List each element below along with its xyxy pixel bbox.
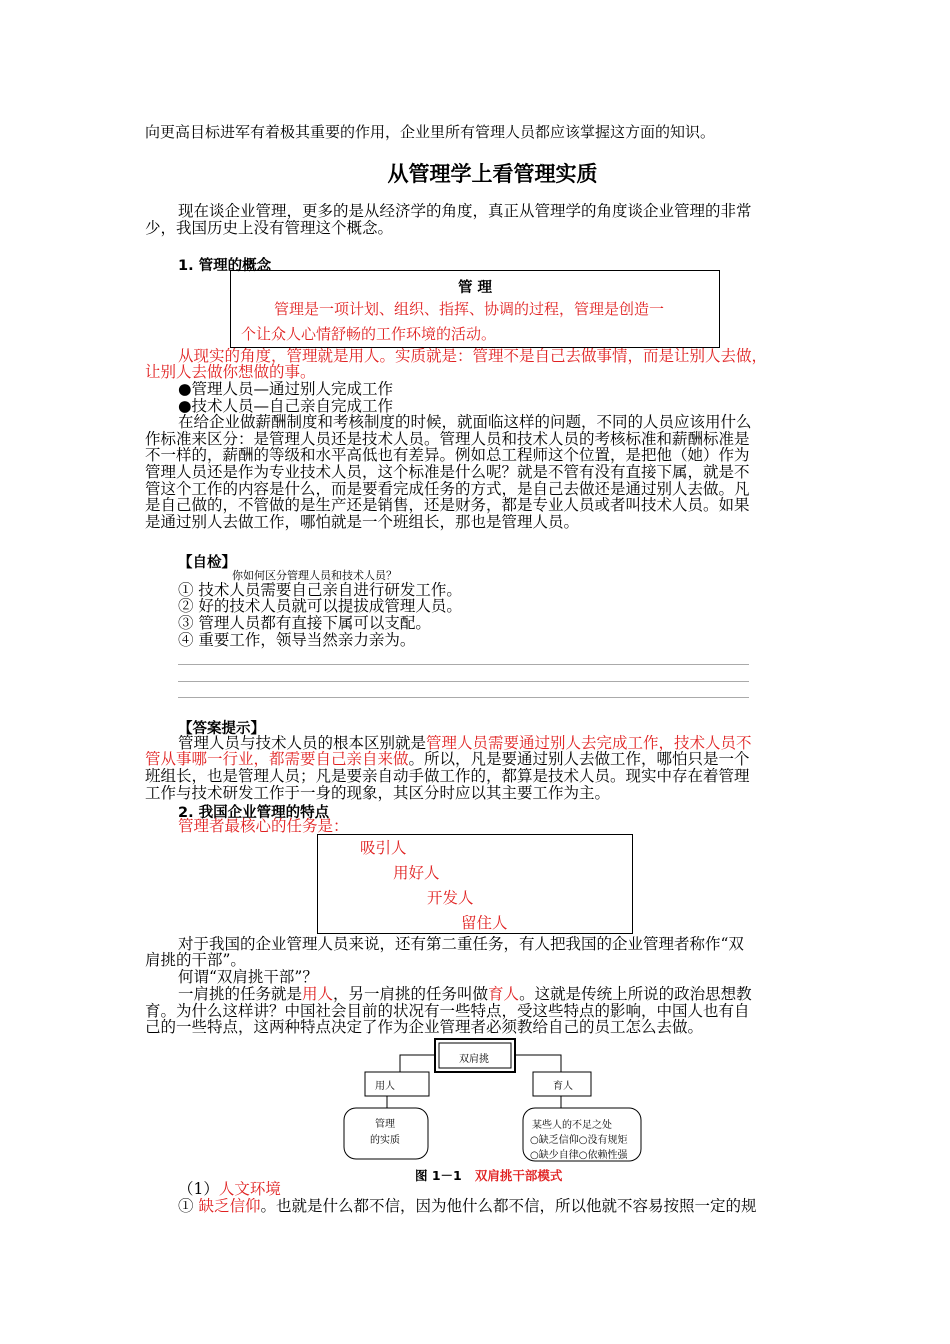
body-line-4: 管理人员还是作为专业技术人员，这个标准是什么呢？就是不管有没有直接下属，就是不	[145, 463, 750, 481]
diagram-top-label: 双肩挑	[459, 1054, 489, 1065]
core-task-line: 管理者最核心的任务是：	[178, 817, 349, 835]
dual-role-question: 何谓“双肩挑干部”？	[178, 968, 318, 986]
intro-line-1: 现在谈企业管理，更多的是从经济学的角度，真正从管理学的角度谈企业管理的非常	[178, 202, 752, 220]
env-line-plain: 。也就是什么都不信，因为他什么都不信，所以他就不容易按照一定的规	[260, 1197, 757, 1215]
answer-line-2[interactable]	[178, 681, 749, 682]
self-check-option-1: ① 技术人员需要自己亲自进行研发工作。	[178, 581, 462, 599]
diagram-connector-left	[400, 1055, 435, 1072]
intro-line-2: 少，我国历史上没有管理这个概念。	[145, 219, 394, 237]
self-check-option-4: ④ 重要工作，领导当然亲力亲为。	[178, 631, 416, 649]
diagram-left-bottom-2: 的实质	[370, 1135, 400, 1146]
explain-plain-c: ，另一肩挑的任务叫做	[333, 985, 489, 1003]
body-line-3: 不一样的，薪酬的等级和水平高低也有差异。例如总工程师这个位置，是把他（她）作为	[145, 446, 750, 464]
env-heading	[178, 1181, 281, 1198]
definition-box-title: 管 理	[457, 280, 493, 296]
answer-l2-red: 管从事哪一行业，都需要自己亲自来做	[145, 750, 409, 768]
body-line-5: 管这个工作的内容是什么，而是要看完成任务的方式，是自己去做还是通过别人去做。凡	[145, 480, 750, 498]
diagram-connector-right	[515, 1055, 561, 1072]
task-develop: 开发人	[427, 889, 474, 907]
reality-line-1: 从现实的角度，管理就是用人。实质就是：管理不是自己去做事情，而是让别人去做，	[178, 347, 768, 365]
env-line-num: ①	[178, 1197, 199, 1215]
task-use: 用好人	[393, 864, 440, 882]
diagram-left-label: 用人	[375, 1081, 395, 1092]
dual-role-explain-1	[178, 986, 752, 1003]
diagram-caption	[415, 1166, 562, 1184]
self-check-option-3: ③ 管理人员都有直接下属可以支配。	[178, 614, 431, 632]
self-check-option-2: ② 好的技术人员就可以提拔成管理人员。	[178, 597, 462, 615]
body-line-7: 是通过别人去做工作，哪怕就是一个班组长，那也是管理人员。	[145, 513, 580, 531]
env-title: 人文环境	[218, 1180, 281, 1198]
diagram-right-bottom-3: ○缺少自律○依赖性强	[530, 1150, 628, 1161]
top-line: 向更高目标进军有着极其重要的作用，企业里所有管理人员都应该掌握这方面的知识。	[145, 123, 716, 141]
self-check-question: 你如何区分管理人员和技术人员？	[232, 569, 397, 582]
answer-l1-red: 管理人员需要通过别人去完成工作，技术人员不	[426, 734, 752, 752]
dual-role-line-1: 对于我国的企业管理人员来说，还有第二重任务，有人把我国的企业管理者称作“双	[178, 935, 744, 953]
dual-role-explain-2: 育。为什么这样讲？中国社会目前的状况有一些特点，受这些特点的影响，中国人也有自	[145, 1002, 750, 1020]
page-title: 从管理学上看管理实质	[387, 162, 598, 186]
section1-heading: 1. 管理的概念	[178, 258, 272, 274]
definition-box	[230, 270, 720, 348]
diagram-right-label: 育人	[553, 1081, 573, 1092]
diagram-right-bottom-1: 某些人的不足之处	[532, 1120, 612, 1131]
definition-line-2: 个让众人心情舒畅的工作环境的活动。	[241, 325, 497, 343]
answer-line-3[interactable]	[178, 697, 749, 698]
explain-plain-a: 一肩挑的任务就是	[178, 985, 303, 1003]
reality-line-2: 让别人去做你想做的事。	[145, 363, 316, 381]
caption-number: 图 1－1	[415, 1168, 462, 1183]
diagram-right-bottom-2: ○缺乏信仰○没有规矩	[530, 1135, 628, 1146]
bullet-technician: ●技术人员—自己亲自完成工作	[178, 397, 394, 415]
answer-heading: 【答案提示】	[178, 721, 265, 737]
answer-line-3-text: 班组长，也是管理人员；凡是要亲自动手做工作的，都算是技术人员。现实中存在着管理	[145, 767, 750, 785]
task-retain: 留住人	[461, 914, 508, 932]
body-line-2: 作标准来区分：是管理人员还是技术人员。管理人员和技术人员的考核标准和薪酬标准是	[145, 430, 750, 448]
answer-line-1[interactable]	[178, 664, 749, 665]
dual-role-explain-3: 己的一些特点，这两种特点决定了作为企业管理者必须教给自己的员工怎么去做。	[145, 1018, 704, 1036]
diagram-left-bottom-1: 管理	[375, 1119, 395, 1130]
answer-l1-plain: 管理人员与技术人员的根本区别就是	[178, 734, 427, 752]
explain-red-use: 用人	[302, 985, 334, 1003]
answer-l2-plain: 。所以，凡是要通过别人去做工作，哪怕只是一个	[408, 750, 750, 768]
body-line-1: 在给企业做薪酬制度和考核制度的时候，就面临这样的问题，不同的人员应该用什么	[178, 413, 752, 431]
dual-role-line-2: 肩挑的干部”。	[145, 951, 246, 969]
env-line	[178, 1198, 756, 1215]
section2-heading: 2. 我国企业管理的特点	[178, 805, 330, 821]
definition-line-1: 管理是一项计划、组织、指挥、协调的过程，管理是创造一	[274, 300, 665, 318]
answer-line-2-text	[145, 751, 750, 768]
self-check-heading: 【自检】	[178, 555, 236, 571]
bullet-manager: ●管理人员—通过别人完成工作	[178, 380, 394, 398]
caption-title: 双肩挑干部模式	[474, 1168, 563, 1183]
explain-red-educate: 育人	[488, 985, 520, 1003]
body-line-6: 是自己做的，不管做的是生产还是销售，还是财务，都是专业人员或者叫技术人员。如果	[145, 496, 750, 514]
tasks-box	[317, 834, 633, 934]
explain-plain-e: 。这就是传统上所说的政治思想教	[519, 985, 752, 1003]
task-attract: 吸引人	[360, 839, 407, 857]
env-line-red: 缺乏信仰	[198, 1197, 261, 1215]
env-number: （1）	[178, 1180, 219, 1198]
answer-line-4-text: 工作与技术研发工作于一身的现象，其区分时应以其主要工作为主。	[145, 784, 611, 802]
